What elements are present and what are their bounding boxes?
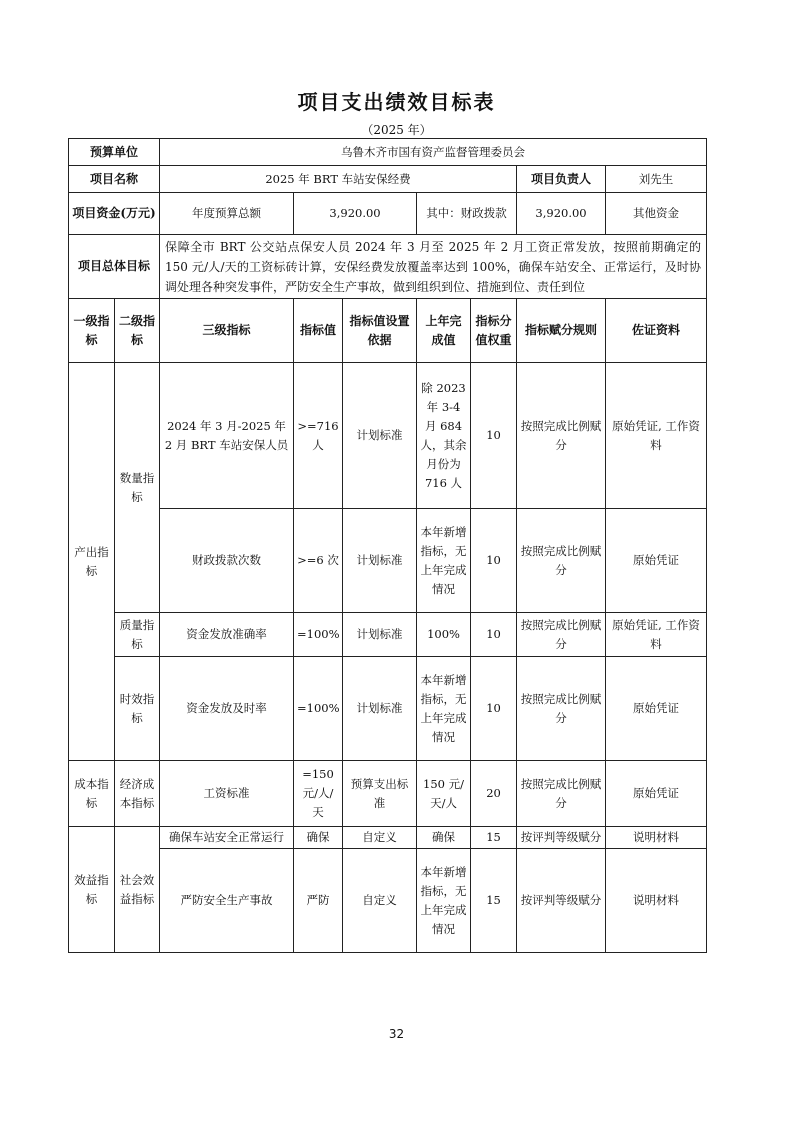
col-rule: 指标赋分规则 [517, 299, 606, 363]
project-value: 2025 年 BRT 车站安保经费 [160, 166, 517, 193]
column-header-row [69, 299, 707, 363]
col-last-year: 上年完成值 [417, 299, 471, 363]
group-cost-l2: 经济成本指标 [115, 761, 160, 827]
indicator-rule: 按照完成比例赋分 [517, 761, 606, 827]
other-label: 其他资金 [606, 193, 707, 235]
indicator-weight: 20 [471, 761, 517, 827]
funds-label: 项目资金(万元) [69, 193, 160, 235]
year-label: （2025 年） [361, 123, 432, 137]
goal-label: 项目总体目标 [69, 235, 160, 299]
indicator-basis: 计划标准 [343, 613, 417, 657]
indicator-name: 严防安全生产事故 [160, 849, 294, 953]
annual-value: 3,920.00 [294, 193, 417, 235]
indicator-last: 本年新增指标，无上年完成情况 [417, 849, 471, 953]
indicator-name: 财政拨款次数 [160, 509, 294, 613]
indicator-value: =100% [294, 613, 343, 657]
unit-label: 预算单位 [69, 139, 160, 166]
indicator-value: >=6 次 [294, 509, 343, 613]
table-row [69, 509, 707, 613]
group-quantity: 数量指标 [115, 363, 160, 613]
indicator-evidence: 原始凭证 [606, 509, 707, 613]
indicator-rule: 按评判等级赋分 [517, 827, 606, 849]
indicator-basis: 自定义 [343, 827, 417, 849]
indicator-evidence: 原始凭证, 工作资料 [606, 363, 707, 509]
indicator-rule: 按照完成比例赋分 [517, 657, 606, 761]
indicator-weight: 10 [471, 613, 517, 657]
indicator-evidence: 说明材料 [606, 827, 707, 849]
table-row [69, 363, 707, 509]
indicator-weight: 15 [471, 849, 517, 953]
performance-table [68, 138, 707, 953]
goal-text: 保障全市 BRT 公交站点保安人员 2024 年 3 月至 2025 年 2 月工资正常发放，按照前期确定的 150 元/人/天的工资标砖计算，安保经费发放覆盖率达到 100%，确保车站安全、正常运行，及时协调处理各种突发事件，严防安全生产事故，做到组织到位、措施到位、责任到位 [160, 235, 707, 299]
col-level1: 一级指标 [69, 299, 115, 363]
indicator-last: 本年新增指标，无上年完成情况 [417, 657, 471, 761]
unit-row [69, 139, 707, 166]
indicator-value: 严防 [294, 849, 343, 953]
indicator-value: >=716 人 [294, 363, 343, 509]
fiscal-label: 其中：财政拨款 [417, 193, 517, 235]
indicator-rule: 按照完成比例赋分 [517, 363, 606, 509]
annual-label: 年度预算总额 [160, 193, 294, 235]
owner-value: 刘先生 [606, 166, 707, 193]
page-number: 32 [388, 1027, 405, 1041]
indicator-last: 150 元/天/人 [417, 761, 471, 827]
indicator-rule: 按照完成比例赋分 [517, 509, 606, 613]
table-row [69, 657, 707, 761]
table-row [69, 761, 707, 827]
group-benefit-l2: 社会效益指标 [115, 827, 160, 953]
indicator-basis: 自定义 [343, 849, 417, 953]
indicator-evidence: 原始凭证 [606, 761, 707, 827]
table-row [69, 849, 707, 953]
indicator-value: =150 元/人/天 [294, 761, 343, 827]
col-value: 指标值 [294, 299, 343, 363]
indicator-last: 本年新增指标，无上年完成情况 [417, 509, 471, 613]
group-benefit-l1: 效益指标 [69, 827, 115, 953]
indicator-evidence: 原始凭证 [606, 657, 707, 761]
indicator-weight: 15 [471, 827, 517, 849]
group-cost-l1: 成本指标 [69, 761, 115, 827]
indicator-name: 资金发放准确率 [160, 613, 294, 657]
indicator-name: 工资标准 [160, 761, 294, 827]
funds-row [69, 193, 707, 235]
indicator-rule: 按照完成比例赋分 [517, 613, 606, 657]
indicator-weight: 10 [471, 509, 517, 613]
indicator-name: 2024 年 3 月-2025 年 2 月 BRT 车站安保人员 [160, 363, 294, 509]
col-weight: 指标分值权重 [471, 299, 517, 363]
col-evidence: 佐证资料 [606, 299, 707, 363]
indicator-evidence: 说明材料 [606, 849, 707, 953]
indicator-last: 除 2023 年 3-4 月 684 人，其余月份为 716 人 [417, 363, 471, 509]
goal-row [69, 235, 707, 299]
fiscal-value: 3,920.00 [517, 193, 606, 235]
indicator-value: =100% [294, 657, 343, 761]
indicator-rule: 按评判等级赋分 [517, 849, 606, 953]
col-basis: 指标值设置依据 [343, 299, 417, 363]
unit-value: 乌鲁木齐市国有资产监督管理委员会 [160, 139, 707, 166]
indicator-last: 100% [417, 613, 471, 657]
col-level3: 三级指标 [160, 299, 294, 363]
table-row [69, 827, 707, 849]
indicator-basis: 预算支出标准 [343, 761, 417, 827]
indicator-value: 确保 [294, 827, 343, 849]
page-title: 项目支出绩效目标表 [297, 90, 496, 114]
table-row [69, 613, 707, 657]
indicator-evidence: 原始凭证, 工作资料 [606, 613, 707, 657]
project-label: 项目名称 [69, 166, 160, 193]
indicator-name: 确保车站安全正常运行 [160, 827, 294, 849]
owner-label: 项目负责人 [517, 166, 606, 193]
indicator-weight: 10 [471, 657, 517, 761]
indicator-basis: 计划标准 [343, 657, 417, 761]
indicator-weight: 10 [471, 363, 517, 509]
project-row [69, 166, 707, 193]
group-timeliness: 时效指标 [115, 657, 160, 761]
indicator-name: 资金发放及时率 [160, 657, 294, 761]
col-level2: 二级指标 [115, 299, 160, 363]
indicator-basis: 计划标准 [343, 509, 417, 613]
indicator-basis: 计划标准 [343, 363, 417, 509]
group-output: 产出指标 [69, 363, 115, 761]
indicator-last: 确保 [417, 827, 471, 849]
group-quality: 质量指标 [115, 613, 160, 657]
